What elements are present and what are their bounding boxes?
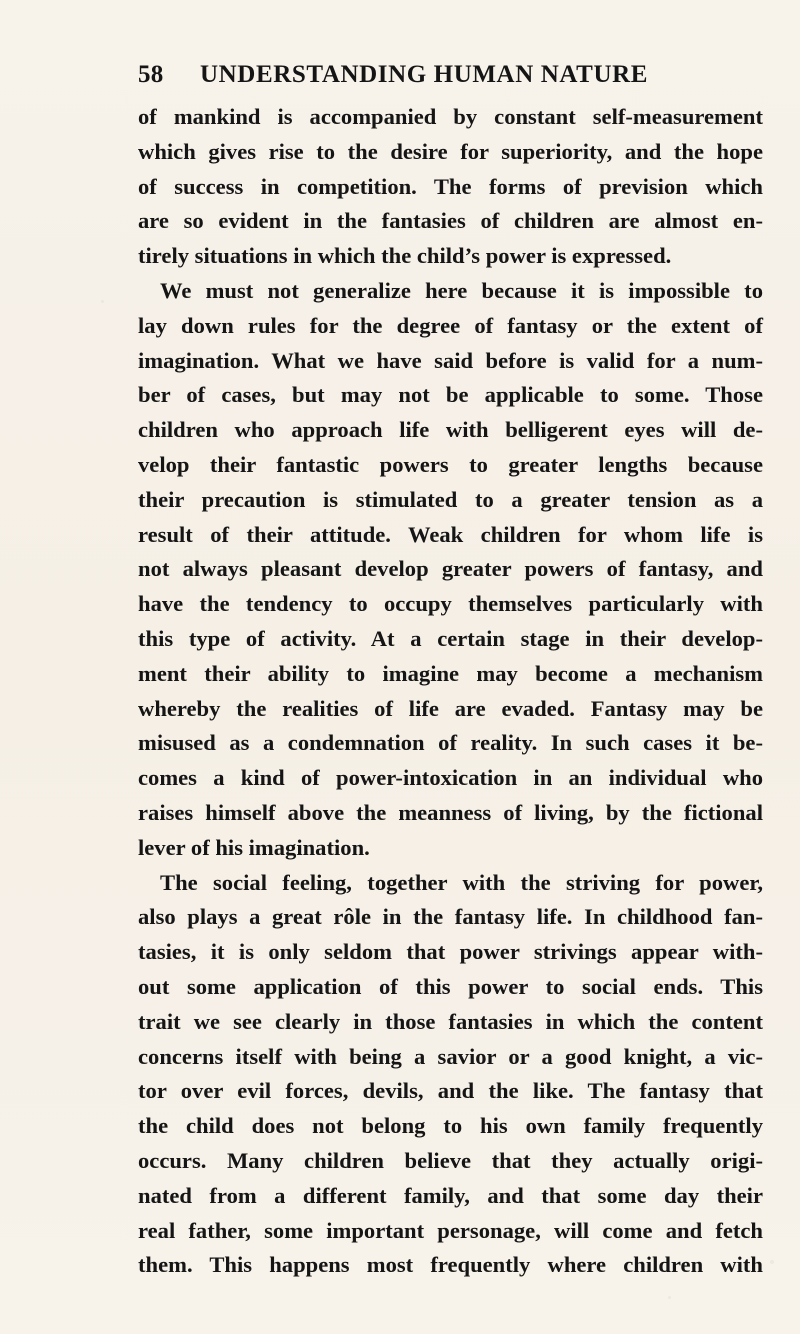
page-number: 58 bbox=[138, 61, 164, 88]
text-line: which gives rise to the desire for superiority, and the hope bbox=[138, 138, 763, 164]
text-line: ment their ability to imagine may become a mechanism bbox=[138, 660, 763, 686]
paper-speck bbox=[101, 300, 104, 303]
text-line: lay down rules for the degree of fantasy or the extent of bbox=[138, 312, 763, 338]
text-line: of mankind is accompanied by constant self-measurement bbox=[138, 104, 763, 129]
text-line: misused as a condemnation of reality. In such cases it be- bbox=[138, 730, 763, 756]
text-line: are so evident in the fantasies of children are almost en- bbox=[138, 208, 763, 234]
text-line: real father, some important personage, will come and fetch bbox=[138, 1217, 763, 1243]
text-line: imagination. What we have said before is valid for a num- bbox=[138, 347, 763, 373]
text-line: lever of his imagination. bbox=[138, 834, 370, 860]
text-line: ber of cases, but may not be applicable to some. Those bbox=[138, 382, 763, 408]
text-line: their precaution is stimulated to a greater tension as a bbox=[138, 486, 763, 512]
text-line: nated from a different family, and that some day their bbox=[138, 1182, 763, 1208]
paper-speck bbox=[770, 1260, 774, 1264]
running-head: UNDERSTANDING HUMAN NATURE bbox=[200, 61, 649, 88]
text-line: the child does not belong to his own family frequently bbox=[138, 1113, 763, 1139]
paragraph-start-line: We must not generalize here because it is impossible to bbox=[160, 277, 763, 303]
text-line: trait we see clearly in those fantasies in which the content bbox=[138, 1008, 763, 1034]
text-line: result of their attitude. Weak children for whom life is bbox=[138, 521, 763, 547]
text-line: this type of activity. At a certain stage in their develop- bbox=[138, 625, 763, 651]
page-header bbox=[138, 60, 698, 94]
text-line: of success in competition. The forms of prevision which bbox=[138, 173, 763, 199]
text-line: occurs. Many children believe that they actually origi- bbox=[138, 1147, 763, 1173]
text-line: whereby the realities of life are evaded. Fantasy may be bbox=[138, 695, 763, 721]
text-line: tirely situations in which the child’s power is expressed. bbox=[138, 243, 672, 269]
paragraph-start-line: The social feeling, together with the striving for power, bbox=[160, 869, 763, 895]
text-line: not always pleasant develop greater powers of fantasy, and bbox=[138, 556, 763, 582]
text-line: them. This happens most frequently where children with bbox=[138, 1252, 763, 1278]
text-line: velop their fantastic powers to greater lengths because bbox=[138, 451, 763, 477]
text-line: children who approach life with belligerent eyes will de- bbox=[138, 417, 763, 443]
body-text bbox=[138, 100, 763, 1283]
text-line: out some application of this power to social ends. This bbox=[138, 973, 763, 999]
text-line: tasies, it is only seldom that power strivings appear with- bbox=[138, 939, 763, 965]
paper-speck bbox=[668, 1296, 671, 1299]
text-line: concerns itself with being a savior or a good knight, a vic- bbox=[138, 1043, 763, 1069]
text-line: comes a kind of power-intoxication in an individual who bbox=[138, 765, 763, 791]
text-line: have the tendency to occupy themselves particularly with bbox=[138, 591, 763, 617]
text-line: also plays a great rôle in the fantasy life. In childhood fan- bbox=[138, 904, 763, 930]
text-line: raises himself above the meanness of living, by the fictional bbox=[138, 799, 763, 825]
text-line: tor over evil forces, devils, and the like. The fantasy that bbox=[138, 1078, 763, 1104]
